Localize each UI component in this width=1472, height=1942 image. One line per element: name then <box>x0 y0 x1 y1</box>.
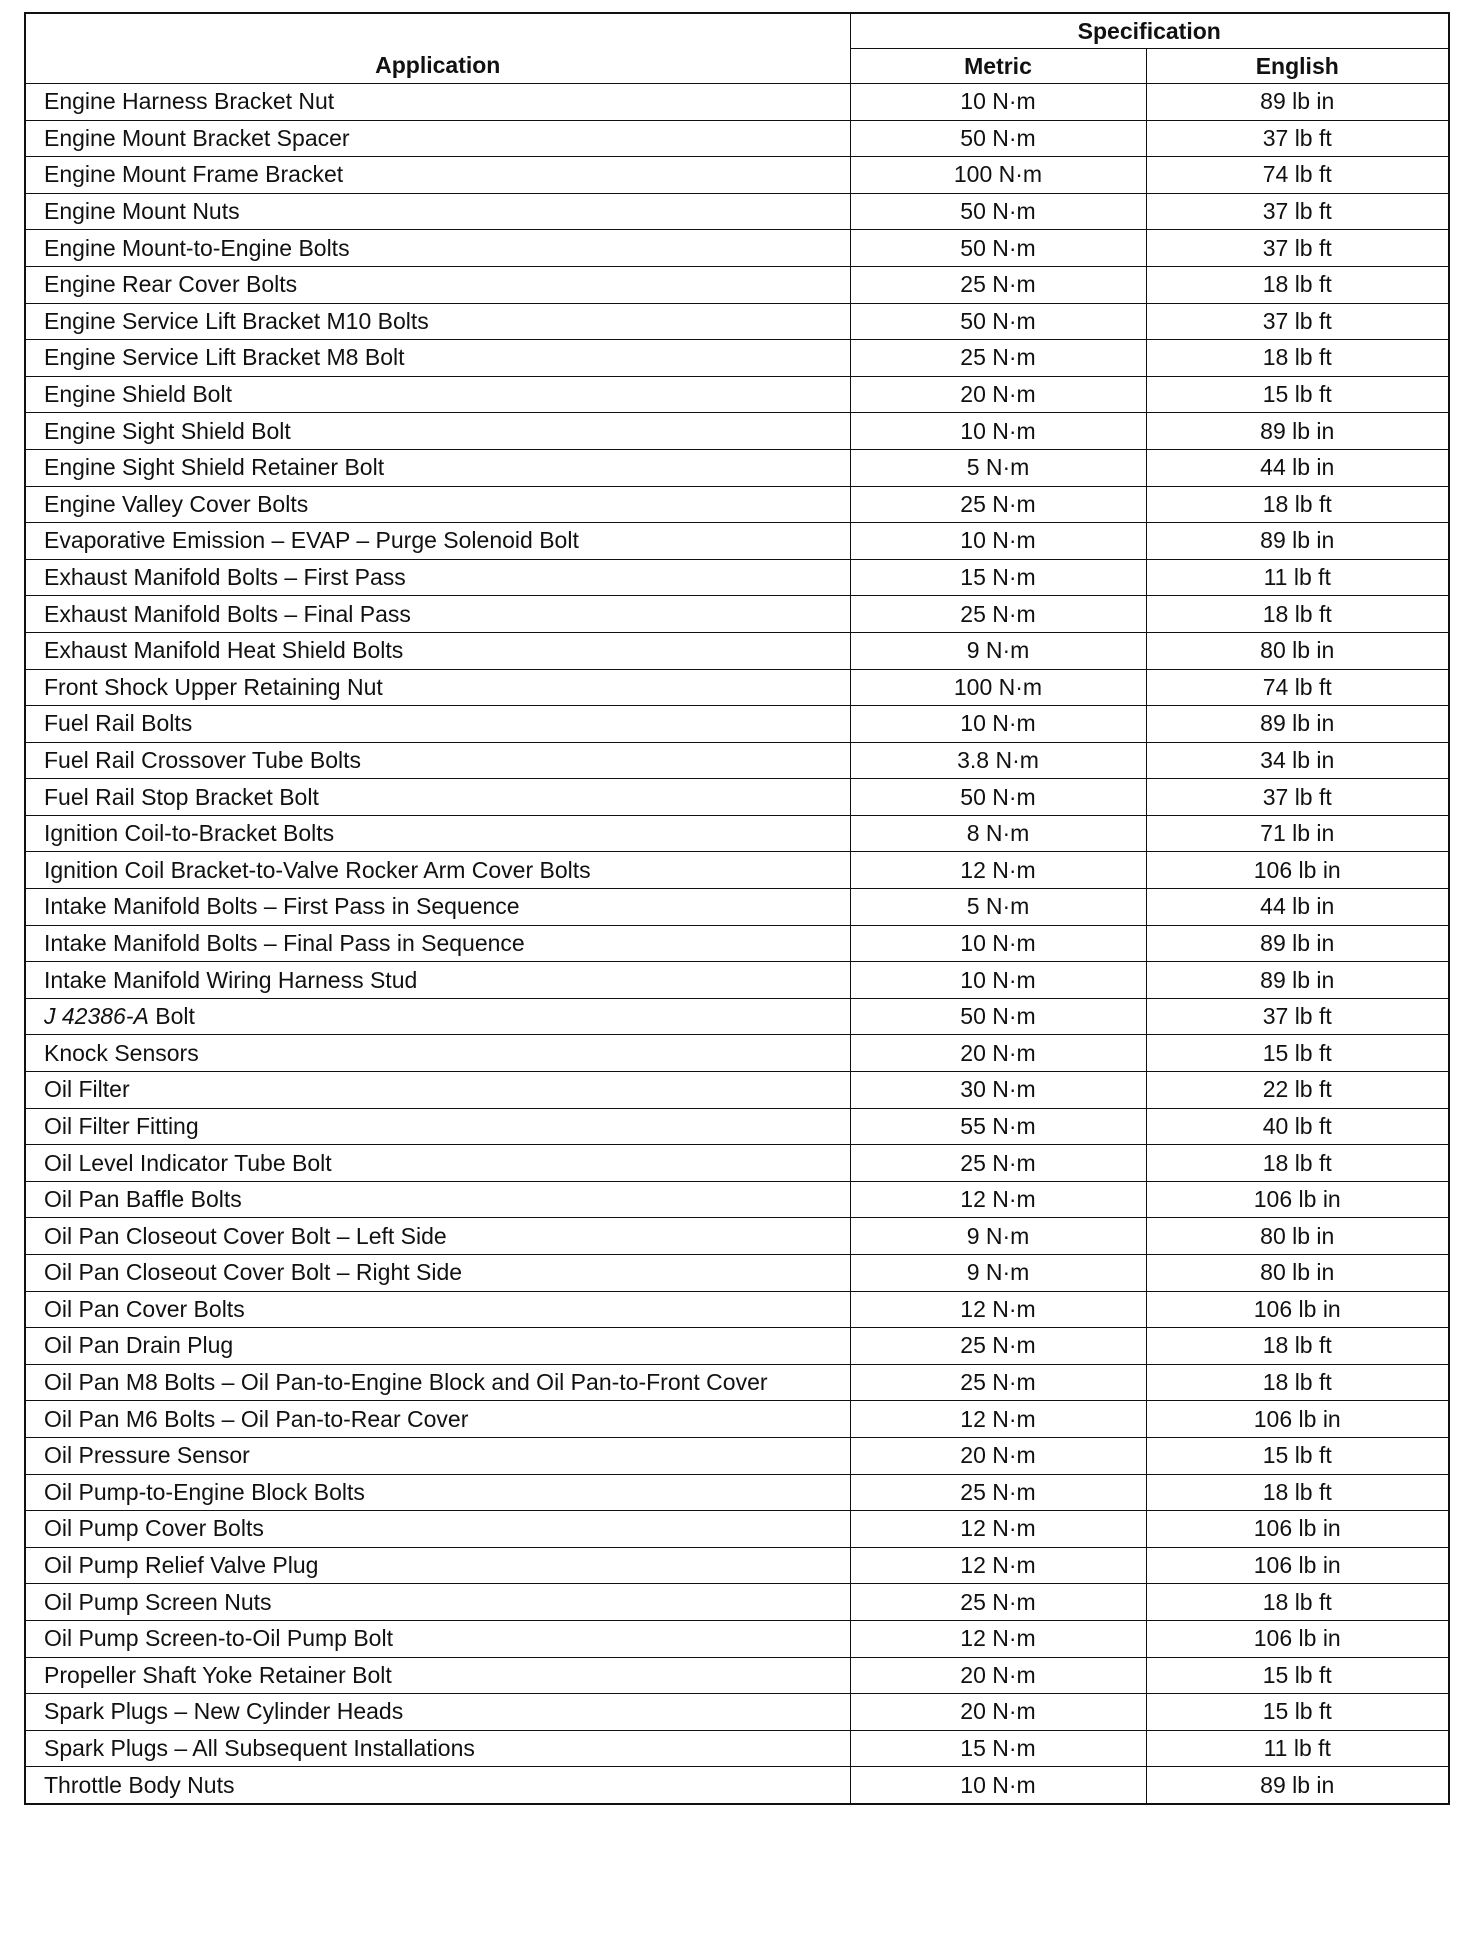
english-cell: 34 lb in <box>1146 742 1449 779</box>
table-row <box>25 303 1449 340</box>
table-row <box>25 1108 1449 1145</box>
english-cell: 18 lb ft <box>1146 1145 1449 1182</box>
english-cell: 89 lb in <box>1146 706 1449 743</box>
application-cell: Oil Pan Baffle Bolts <box>25 1181 850 1218</box>
english-cell: 37 lb ft <box>1146 303 1449 340</box>
english-cell: 89 lb in <box>1146 925 1449 962</box>
application-cell: Engine Sight Shield Retainer Bolt <box>25 449 850 486</box>
table-row <box>25 815 1449 852</box>
english-cell: 44 lb in <box>1146 889 1449 926</box>
metric-cell: 30 N·m <box>850 1072 1146 1109</box>
application-cell: Knock Sensors <box>25 1035 850 1072</box>
table-row <box>25 193 1449 230</box>
application-cell: Oil Pan Closeout Cover Bolt – Right Side <box>25 1255 850 1292</box>
application-cell: Oil Pan Cover Bolts <box>25 1291 850 1328</box>
metric-cell: 25 N·m <box>850 340 1146 377</box>
english-cell: 18 lb ft <box>1146 266 1449 303</box>
application-cell: Oil Filter <box>25 1072 850 1109</box>
table-row <box>25 230 1449 267</box>
metric-cell: 5 N·m <box>850 449 1146 486</box>
table-row <box>25 1694 1449 1731</box>
metric-cell: 100 N·m <box>850 157 1146 194</box>
table-body <box>25 84 1449 1804</box>
table-row <box>25 1474 1449 1511</box>
table-row <box>25 632 1449 669</box>
table-row <box>25 157 1449 194</box>
english-cell: 18 lb ft <box>1146 340 1449 377</box>
english-cell: 74 lb ft <box>1146 157 1449 194</box>
metric-cell: 8 N·m <box>850 815 1146 852</box>
metric-cell: 12 N·m <box>850 1401 1146 1438</box>
metric-cell: 9 N·m <box>850 1255 1146 1292</box>
torque-spec-table <box>24 12 1450 1805</box>
metric-cell: 12 N·m <box>850 852 1146 889</box>
metric-cell: 5 N·m <box>850 889 1146 926</box>
english-cell: 37 lb ft <box>1146 230 1449 267</box>
english-cell: 80 lb in <box>1146 632 1449 669</box>
metric-cell: 15 N·m <box>850 1730 1146 1767</box>
metric-cell: 12 N·m <box>850 1181 1146 1218</box>
english-cell: 44 lb in <box>1146 449 1449 486</box>
metric-cell: 100 N·m <box>850 669 1146 706</box>
english-cell: 37 lb ft <box>1146 998 1449 1035</box>
metric-cell: 9 N·m <box>850 632 1146 669</box>
english-cell: 89 lb in <box>1146 413 1449 450</box>
english-cell: 15 lb ft <box>1146 1657 1449 1694</box>
metric-cell: 10 N·m <box>850 962 1146 999</box>
metric-cell: 20 N·m <box>850 1437 1146 1474</box>
table-row <box>25 925 1449 962</box>
application-cell: Oil Level Indicator Tube Bolt <box>25 1145 850 1182</box>
application-cell: Oil Pressure Sensor <box>25 1437 850 1474</box>
table-row <box>25 1547 1449 1584</box>
table-row <box>25 669 1449 706</box>
application-text: Bolt <box>148 1003 195 1030</box>
table-row <box>25 1181 1449 1218</box>
application-cell: Fuel Rail Crossover Tube Bolts <box>25 742 850 779</box>
application-cell: Engine Sight Shield Bolt <box>25 413 850 450</box>
table-row <box>25 84 1449 121</box>
english-cell: 11 lb ft <box>1146 559 1449 596</box>
english-cell: 106 lb in <box>1146 1620 1449 1657</box>
application-cell: Engine Valley Cover Bolts <box>25 486 850 523</box>
metric-cell: 12 N·m <box>850 1511 1146 1548</box>
application-cell: Engine Rear Cover Bolts <box>25 266 850 303</box>
application-cell: Intake Manifold Wiring Harness Stud <box>25 962 850 999</box>
table-row <box>25 523 1449 560</box>
table-row <box>25 1145 1449 1182</box>
metric-cell: 9 N·m <box>850 1218 1146 1255</box>
application-cell: Engine Service Lift Bracket M10 Bolts <box>25 303 850 340</box>
application-cell: Oil Pan Drain Plug <box>25 1328 850 1365</box>
english-cell: 71 lb in <box>1146 815 1449 852</box>
application-cell: Oil Pan Closeout Cover Bolt – Left Side <box>25 1218 850 1255</box>
application-cell: Spark Plugs – All Subsequent Installations <box>25 1730 850 1767</box>
table-row <box>25 486 1449 523</box>
table-row <box>25 559 1449 596</box>
metric-cell: 20 N·m <box>850 1657 1146 1694</box>
metric-cell: 25 N·m <box>850 1364 1146 1401</box>
table-row <box>25 889 1449 926</box>
metric-cell: 10 N·m <box>850 523 1146 560</box>
metric-cell: 25 N·m <box>850 1474 1146 1511</box>
table-row <box>25 742 1449 779</box>
metric-cell: 10 N·m <box>850 1767 1146 1804</box>
metric-cell: 25 N·m <box>850 486 1146 523</box>
application-cell: Oil Pump Cover Bolts <box>25 1511 850 1548</box>
english-cell: 74 lb ft <box>1146 669 1449 706</box>
application-cell: Engine Service Lift Bracket M8 Bolt <box>25 340 850 377</box>
header-specification: Specification <box>850 13 1449 49</box>
application-cell: Fuel Rail Stop Bracket Bolt <box>25 779 850 816</box>
english-cell: 89 lb in <box>1146 1767 1449 1804</box>
english-cell: 106 lb in <box>1146 1291 1449 1328</box>
table-row <box>25 1328 1449 1365</box>
application-cell: Engine Mount Nuts <box>25 193 850 230</box>
table-row <box>25 1657 1449 1694</box>
english-cell: 18 lb ft <box>1146 1474 1449 1511</box>
table-row <box>25 1511 1449 1548</box>
application-cell: Engine Shield Bolt <box>25 376 850 413</box>
table-row <box>25 340 1449 377</box>
metric-cell: 25 N·m <box>850 1145 1146 1182</box>
application-cell: Intake Manifold Bolts – Final Pass in Sequence <box>25 925 850 962</box>
application-cell: Ignition Coil Bracket-to-Valve Rocker Arm Cover Bolts <box>25 852 850 889</box>
table-row <box>25 852 1449 889</box>
header-english: English <box>1146 49 1449 84</box>
metric-cell: 10 N·m <box>850 84 1146 121</box>
metric-cell: 12 N·m <box>850 1547 1146 1584</box>
table-row <box>25 120 1449 157</box>
english-cell: 18 lb ft <box>1146 486 1449 523</box>
table-row <box>25 779 1449 816</box>
table-row <box>25 1767 1449 1804</box>
metric-cell: 50 N·m <box>850 120 1146 157</box>
metric-cell: 55 N·m <box>850 1108 1146 1145</box>
english-cell: 15 lb ft <box>1146 376 1449 413</box>
english-cell: 18 lb ft <box>1146 1328 1449 1365</box>
table-row <box>25 596 1449 633</box>
metric-cell: 50 N·m <box>850 303 1146 340</box>
application-cell: Exhaust Manifold Heat Shield Bolts <box>25 632 850 669</box>
tool-name: J 42386-A <box>44 1003 149 1030</box>
metric-cell: 15 N·m <box>850 559 1146 596</box>
table-row <box>25 1218 1449 1255</box>
english-cell: 15 lb ft <box>1146 1437 1449 1474</box>
application-cell: Propeller Shaft Yoke Retainer Bolt <box>25 1657 850 1694</box>
application-cell: Oil Filter Fitting <box>25 1108 850 1145</box>
english-cell: 22 lb ft <box>1146 1072 1449 1109</box>
english-cell: 106 lb in <box>1146 852 1449 889</box>
english-cell: 80 lb in <box>1146 1255 1449 1292</box>
table-row <box>25 1437 1449 1474</box>
english-cell: 15 lb ft <box>1146 1035 1449 1072</box>
metric-cell: 12 N·m <box>850 1291 1146 1328</box>
table-row <box>25 1291 1449 1328</box>
table-row <box>25 962 1449 999</box>
metric-cell: 10 N·m <box>850 925 1146 962</box>
table-row <box>25 1255 1449 1292</box>
metric-cell: 50 N·m <box>850 779 1146 816</box>
table-row <box>25 1072 1449 1109</box>
metric-cell: 50 N·m <box>850 998 1146 1035</box>
header-metric: Metric <box>850 49 1146 84</box>
metric-cell: 50 N·m <box>850 193 1146 230</box>
english-cell: 18 lb ft <box>1146 1584 1449 1621</box>
metric-cell: 25 N·m <box>850 596 1146 633</box>
english-cell: 89 lb in <box>1146 962 1449 999</box>
application-cell: Ignition Coil-to-Bracket Bolts <box>25 815 850 852</box>
header-application: Application <box>25 13 850 84</box>
metric-cell: 25 N·m <box>850 1584 1146 1621</box>
table-row <box>25 1730 1449 1767</box>
table-row <box>25 1584 1449 1621</box>
metric-cell: 50 N·m <box>850 230 1146 267</box>
english-cell: 37 lb ft <box>1146 120 1449 157</box>
application-cell: Oil Pump-to-Engine Block Bolts <box>25 1474 850 1511</box>
application-cell: Engine Mount Frame Bracket <box>25 157 850 194</box>
english-cell: 106 lb in <box>1146 1401 1449 1438</box>
english-cell: 80 lb in <box>1146 1218 1449 1255</box>
english-cell: 106 lb in <box>1146 1547 1449 1584</box>
table-row <box>25 376 1449 413</box>
application-cell <box>25 998 850 1035</box>
application-cell: Evaporative Emission – EVAP – Purge Solenoid Bolt <box>25 523 850 560</box>
english-cell: 18 lb ft <box>1146 1364 1449 1401</box>
application-cell: Throttle Body Nuts <box>25 1767 850 1804</box>
application-cell: Exhaust Manifold Bolts – First Pass <box>25 559 850 596</box>
application-cell: Intake Manifold Bolts – First Pass in Sequence <box>25 889 850 926</box>
application-cell: Oil Pump Relief Valve Plug <box>25 1547 850 1584</box>
table-row <box>25 1035 1449 1072</box>
english-cell: 106 lb in <box>1146 1511 1449 1548</box>
application-cell: Fuel Rail Bolts <box>25 706 850 743</box>
table-row <box>25 413 1449 450</box>
table-row <box>25 266 1449 303</box>
metric-cell: 20 N·m <box>850 1035 1146 1072</box>
english-cell: 18 lb ft <box>1146 596 1449 633</box>
metric-cell: 10 N·m <box>850 413 1146 450</box>
application-cell: Engine Mount-to-Engine Bolts <box>25 230 850 267</box>
application-cell: Oil Pan M8 Bolts – Oil Pan-to-Engine Block and Oil Pan-to-Front Cover <box>25 1364 850 1401</box>
metric-cell: 3.8 N·m <box>850 742 1146 779</box>
table-row <box>25 998 1449 1035</box>
application-cell: Engine Mount Bracket Spacer <box>25 120 850 157</box>
table-row <box>25 1401 1449 1438</box>
english-cell: 37 lb ft <box>1146 193 1449 230</box>
metric-cell: 25 N·m <box>850 266 1146 303</box>
application-cell: Front Shock Upper Retaining Nut <box>25 669 850 706</box>
metric-cell: 20 N·m <box>850 1694 1146 1731</box>
english-cell: 89 lb in <box>1146 84 1449 121</box>
application-cell: Oil Pan M6 Bolts – Oil Pan-to-Rear Cover <box>25 1401 850 1438</box>
metric-cell: 20 N·m <box>850 376 1146 413</box>
english-cell: 37 lb ft <box>1146 779 1449 816</box>
application-cell: Spark Plugs – New Cylinder Heads <box>25 1694 850 1731</box>
english-cell: 89 lb in <box>1146 523 1449 560</box>
english-cell: 11 lb ft <box>1146 1730 1449 1767</box>
table-row <box>25 1364 1449 1401</box>
english-cell: 40 lb ft <box>1146 1108 1449 1145</box>
table-row <box>25 449 1449 486</box>
application-cell: Oil Pump Screen-to-Oil Pump Bolt <box>25 1620 850 1657</box>
metric-cell: 25 N·m <box>850 1328 1146 1365</box>
application-cell: Engine Harness Bracket Nut <box>25 84 850 121</box>
metric-cell: 12 N·m <box>850 1620 1146 1657</box>
application-cell: Exhaust Manifold Bolts – Final Pass <box>25 596 850 633</box>
english-cell: 106 lb in <box>1146 1181 1449 1218</box>
english-cell: 15 lb ft <box>1146 1694 1449 1731</box>
application-cell: Oil Pump Screen Nuts <box>25 1584 850 1621</box>
metric-cell: 10 N·m <box>850 706 1146 743</box>
table-row <box>25 706 1449 743</box>
table-row <box>25 1620 1449 1657</box>
